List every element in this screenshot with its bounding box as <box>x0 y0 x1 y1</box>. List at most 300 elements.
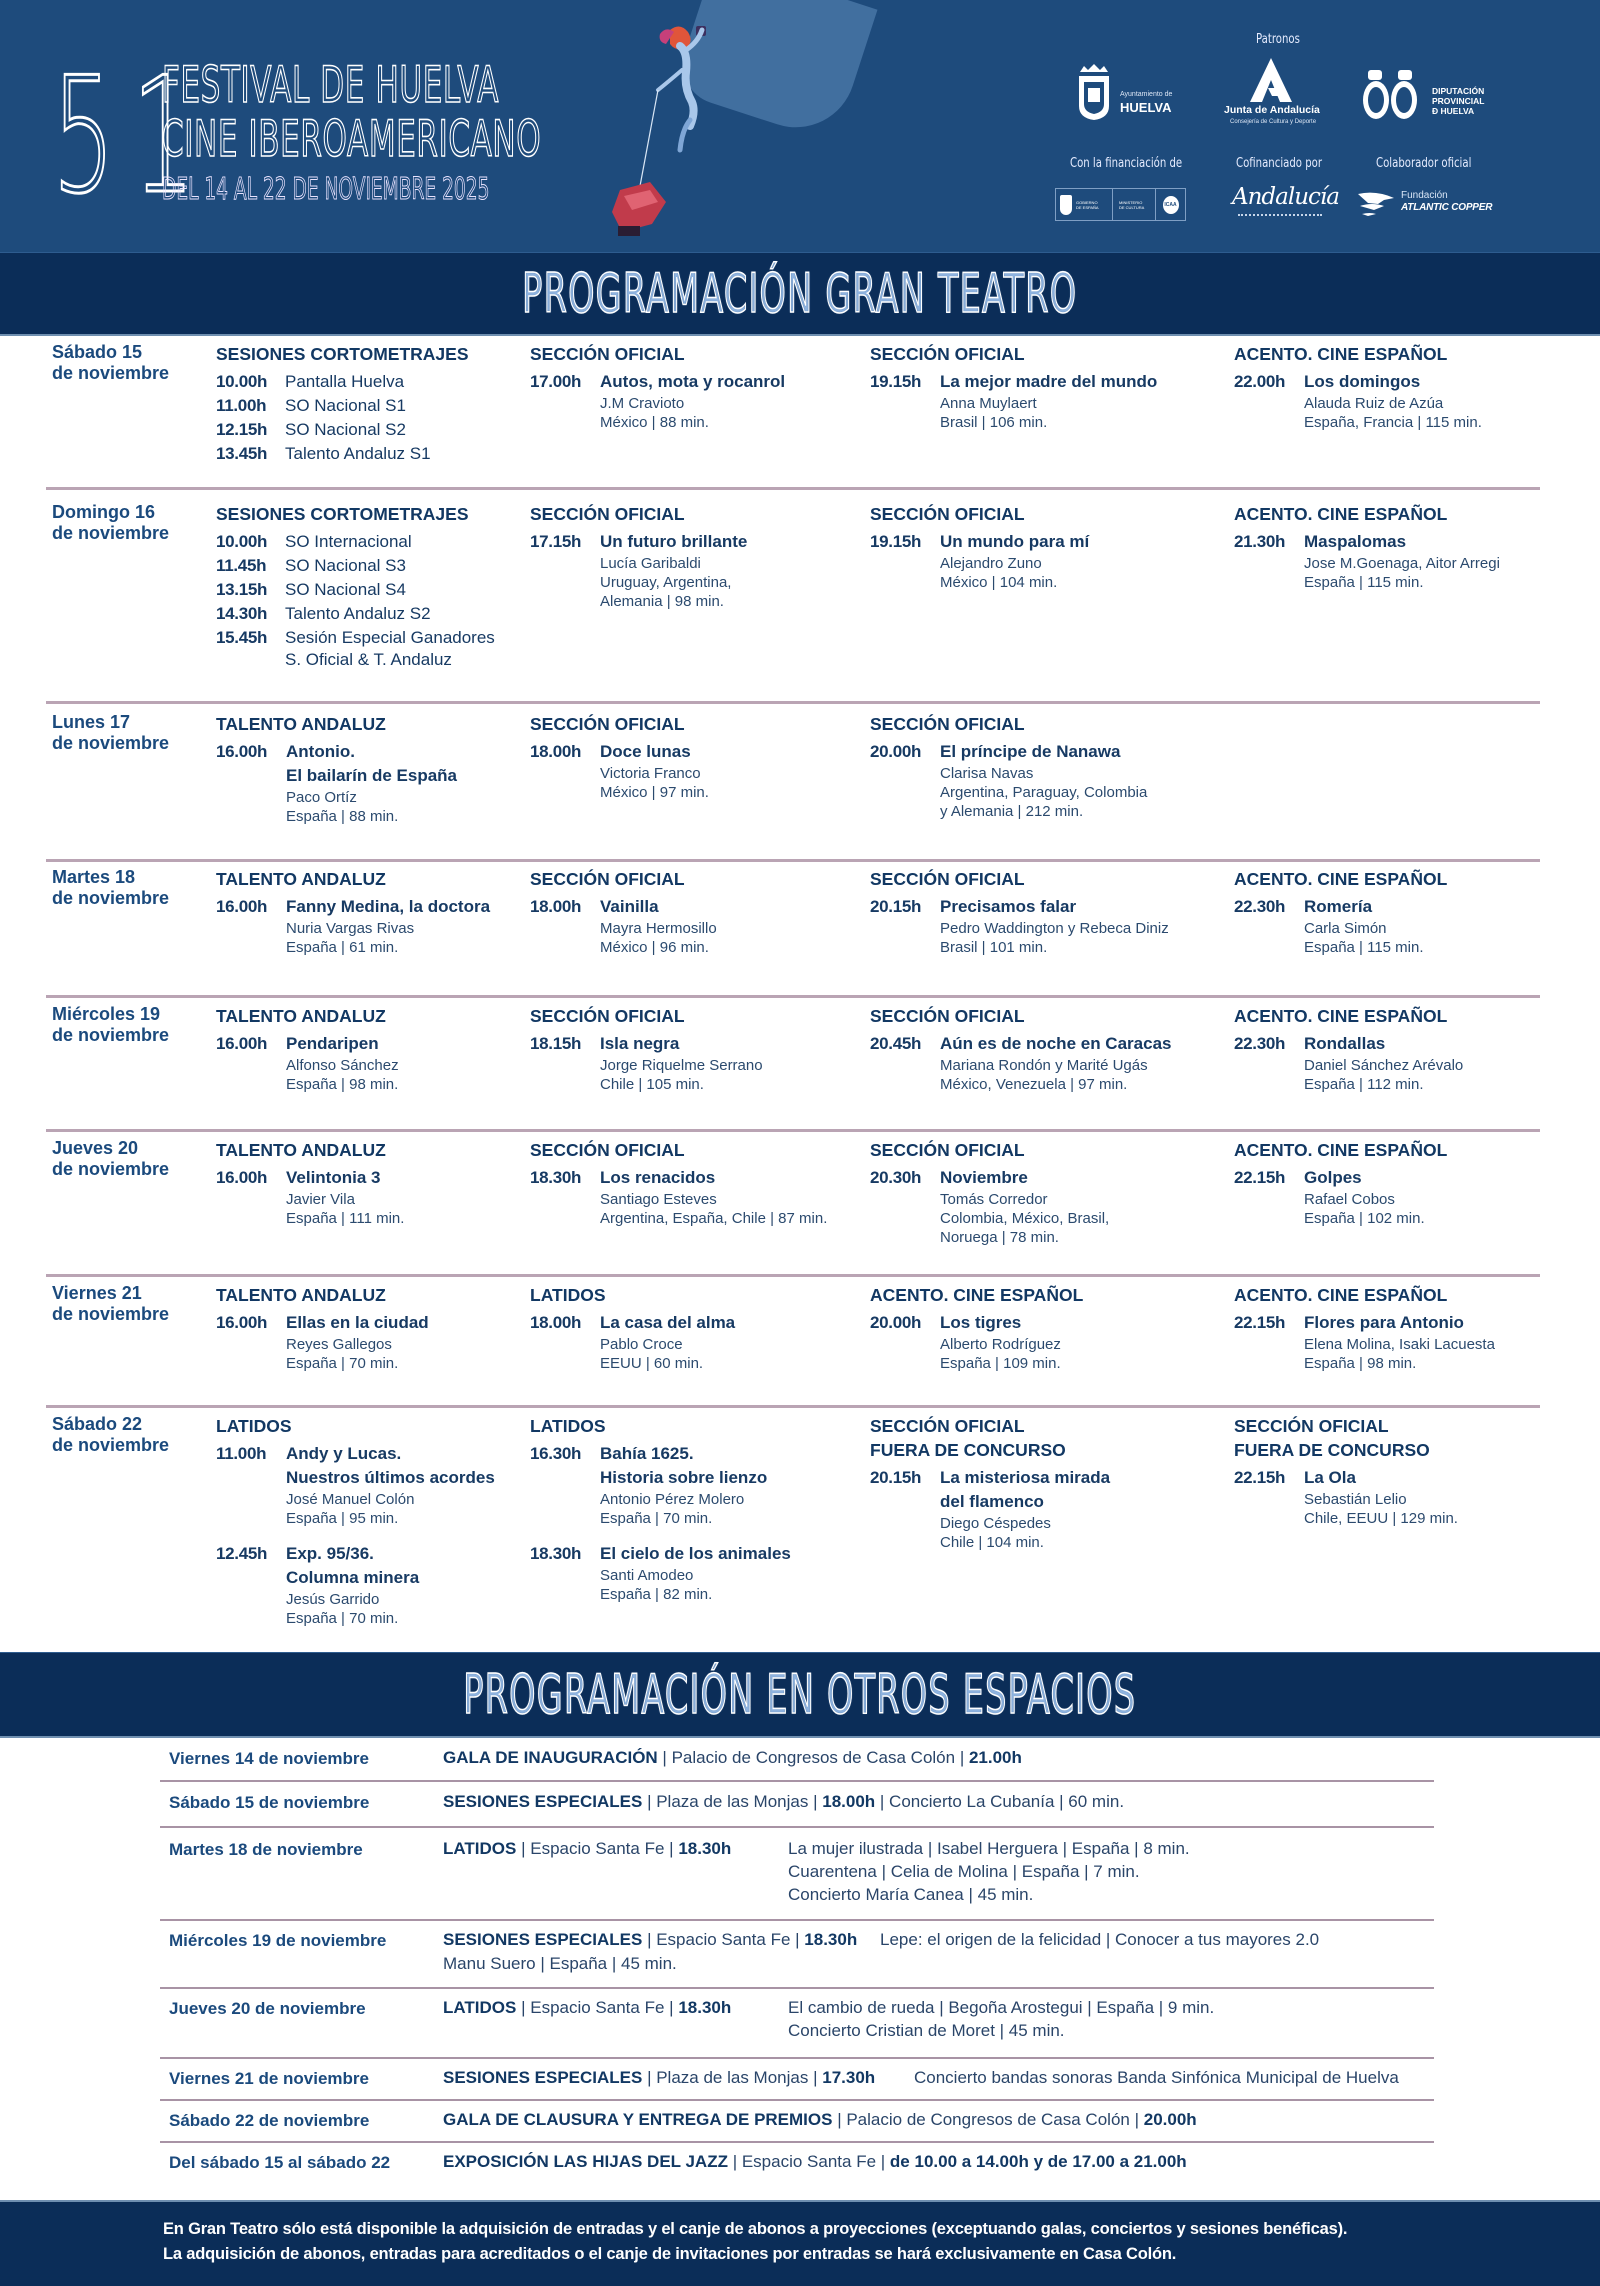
screening-time: 13.15h <box>216 580 268 599</box>
diputacion-crest-icon <box>1362 70 1422 122</box>
section-heading: ACENTO. CINE ESPAÑOL <box>870 1285 1084 1305</box>
event-date: Viernes 21 de noviembre <box>169 2069 370 2088</box>
screening[interactable] <box>1234 1166 1447 1228</box>
film-title: Andy y Lucas. <box>286 1444 402 1463</box>
film-title: SO Nacional S1 <box>285 396 406 415</box>
screening[interactable] <box>1234 895 1447 957</box>
film-info: España | 98 min. <box>1304 1355 1417 1372</box>
sponsors-area: Patronos Ayuntamiento de HUELVA Junta de Andalucía Consejería de Cultura y Deporte DIPUTACIÓN PROVINCIAL Ð HUELVA Con la financiación de Cofinanciado por Colaborador oficial GOBIERNO DE ESPAÑA MINISTERIO DE CULTURA ICAA Andalucía Fundación ATLANTIC COPPER <box>1040 0 1600 252</box>
section-block <box>530 867 717 957</box>
event-venue: Espacio Santa Fe <box>656 1930 791 1949</box>
film-director: Jorge Riquelme Serrano <box>600 1057 763 1074</box>
section-block <box>1234 1414 1458 1528</box>
film-director: Alberto Rodríguez <box>940 1336 1061 1353</box>
film-title: Exp. 95/36. <box>286 1544 374 1563</box>
event-time: de 10.00 a 14.00h y de 17.00 a 21.00h <box>889 2152 1187 2171</box>
edition-digit-5: 5 <box>52 42 112 229</box>
film-title: Maspalomas <box>1304 532 1407 551</box>
film-info: España | 70 min. <box>286 1355 399 1372</box>
section-heading: SECCIÓN OFICIAL <box>530 1006 685 1026</box>
screening-time: 17.00h <box>530 372 582 391</box>
day-row <box>46 867 1540 998</box>
cofinanciado-label: Cofinanciado por <box>1236 156 1323 171</box>
section-block <box>530 1138 827 1228</box>
day-label: Jueves 20 de noviembre <box>52 1138 170 1179</box>
row-divider <box>46 487 1540 490</box>
screening[interactable] <box>1234 1311 1495 1373</box>
event-venue: Plaza de las Monjas <box>656 2068 809 2087</box>
event-date: Martes 18 de noviembre <box>169 1840 363 1859</box>
screening-time: 12.15h <box>216 420 268 439</box>
event-row[interactable] <box>160 1990 1434 2059</box>
screening-time: 14.30h <box>216 604 268 623</box>
film-director: Clarisa Navas <box>940 765 1034 782</box>
screening[interactable] <box>216 1166 404 1228</box>
section-heading: SECCIÓN OFICIAL <box>870 1006 1025 1026</box>
financiacion-label: Con la financiación de <box>1070 156 1183 171</box>
festival-dates: DEL 14 AL 22 DE NOVIEMBRE 2025 <box>162 172 490 207</box>
section-block <box>530 1004 763 1094</box>
event-time: 18.30h <box>678 1998 732 2017</box>
day-row <box>46 1004 1540 1132</box>
screening-time: 22.30h <box>1234 897 1286 916</box>
event-name: EXPOSICIÓN LAS HIJAS DEL JAZZ <box>443 2152 728 2171</box>
section-block <box>530 712 709 802</box>
gran-teatro-title: PROGRAMACIÓN GRAN TEATRO <box>522 262 1078 325</box>
section-heading: SESIONES CORTOMETRAJES <box>216 504 469 524</box>
event-time: 21.00h <box>968 1748 1022 1767</box>
screening[interactable] <box>530 895 717 957</box>
section-block <box>530 1283 735 1373</box>
film-info: México | 96 min. <box>600 939 709 956</box>
screening[interactable] <box>216 418 469 442</box>
event-name: LATIDOS <box>443 1998 517 2017</box>
event-summary: GALA DE CLAUSURA Y ENTREGA DE PREMIOS | Palacio de Congresos de Casa Colón | 20.00h <box>443 2110 1197 2129</box>
screening[interactable] <box>216 442 469 466</box>
day-label: Domingo 16 de noviembre <box>52 502 170 543</box>
screening[interactable] <box>530 740 709 802</box>
film-info: Argentina, Paraguay, Colombia <box>940 784 1148 801</box>
section-block <box>216 1283 429 1373</box>
section-block <box>1234 1004 1463 1094</box>
event-venue: Espacio Santa Fe <box>530 1839 665 1858</box>
film-director: José Manuel Colón <box>286 1491 415 1508</box>
event-name: GALA DE INAUGURACIÓN <box>443 1748 658 1767</box>
film-director: Santiago Esteves <box>600 1191 717 1208</box>
event-name: SESIONES ESPECIALES <box>443 2068 643 2087</box>
event-venue: Palacio de Congresos de Casa Colón <box>846 2110 1130 2129</box>
screening[interactable] <box>216 1442 495 1528</box>
section-block <box>1234 502 1500 592</box>
notice-line-1: En Gran Teatro sólo está disponible la adquisición de entradas y el canje de abonos a proyecciones (exceptuando galas, conciertos y sesiones benéficas). <box>163 2220 1348 2238</box>
film-info: Colombia, México, Brasil, <box>940 1210 1110 1227</box>
film-title: Sesión Especial Ganadores <box>285 628 495 647</box>
screening[interactable] <box>216 740 457 826</box>
film-title-cont: Nuestros últimos acordes <box>286 1468 495 1487</box>
section-heading: ACENTO. CINE ESPAÑOL <box>1234 1140 1448 1160</box>
section-heading: SECCIÓN OFICIAL <box>530 504 685 524</box>
screening[interactable] <box>216 1032 399 1094</box>
film-director: Reyes Gallegos <box>286 1336 392 1353</box>
event-name: SESIONES ESPECIALES <box>443 1930 643 1949</box>
film-title: Ellas en la ciudad <box>286 1313 429 1332</box>
film-title: Golpes <box>1304 1168 1362 1187</box>
event-detail: El cambio de rueda | Begoña Arostegui | España | 9 min. <box>788 1998 1215 2017</box>
row-divider <box>46 701 1540 704</box>
event-venue: Espacio Santa Fe <box>530 1998 665 2017</box>
event-extra: Concierto La Cubanía | 60 min. <box>889 1792 1125 1811</box>
screening-time: 19.15h <box>870 372 922 391</box>
film-director: Diego Céspedes <box>940 1515 1051 1532</box>
film-info: España | 102 min. <box>1304 1210 1425 1227</box>
section-block <box>216 1414 495 1628</box>
day-label: Miércoles 19 de noviembre <box>52 1004 170 1045</box>
film-info: España, Francia | 115 min. <box>1304 414 1482 431</box>
event-summary: EXPOSICIÓN LAS HIJAS DEL JAZZ | Espacio Santa Fe | de 10.00 a 14.00h y de 17.00 a 21.00h <box>443 2152 1187 2171</box>
screening-time: 12.45h <box>216 1544 268 1563</box>
ticketing-notice <box>0 2200 1600 2286</box>
section-block <box>870 712 1147 821</box>
film-director: Mariana Rondón y Marité Ugás <box>940 1057 1148 1074</box>
film-title-cont: Columna minera <box>286 1568 420 1587</box>
section-heading: SECCIÓN OFICIAL <box>530 1140 685 1160</box>
otros-espacios-section-bar <box>0 1652 1600 1738</box>
event-detail: La mujer ilustrada | Isabel Herguera | España | 8 min. <box>788 1839 1190 1858</box>
atlantic-copper-icon <box>1358 192 1394 216</box>
screening-time: 16.00h <box>216 897 268 916</box>
event-row[interactable] <box>160 2144 1434 2174</box>
film-info: México | 88 min. <box>600 414 709 431</box>
event-name: GALA DE CLAUSURA Y ENTREGA DE PREMIOS <box>443 2110 833 2129</box>
screening-time: 22.15h <box>1234 1468 1286 1487</box>
screening[interactable] <box>216 895 490 957</box>
screening[interactable] <box>216 578 495 602</box>
screening-time: 15.45h <box>216 628 268 647</box>
film-title: SO Nacional S3 <box>285 556 406 575</box>
film-info: Brasil | 106 min. <box>940 414 1048 431</box>
day-label: Sábado 22 de noviembre <box>52 1414 170 1455</box>
film-title: Talento Andaluz S2 <box>285 604 431 623</box>
screening-time: 10.00h <box>216 372 268 391</box>
festival-header <box>0 0 1600 252</box>
section-heading: LATIDOS <box>530 1416 606 1436</box>
screening[interactable] <box>530 370 785 432</box>
section-subheading: FUERA DE CONCURSO <box>870 1440 1066 1460</box>
festival-title: FESTIVAL DE HUELVA <box>162 56 500 114</box>
screening-time: 13.45h <box>216 444 268 463</box>
screening[interactable] <box>870 530 1089 592</box>
film-info: México, Venezuela | 97 min. <box>940 1076 1128 1093</box>
event-detail: Concierto María Canea | 45 min. <box>788 1885 1034 1904</box>
screening-time: 11.45h <box>216 556 267 575</box>
section-block <box>216 1004 399 1094</box>
screening-time: 18.00h <box>530 897 582 916</box>
day-label: Lunes 17 de noviembre <box>52 712 170 753</box>
screening[interactable] <box>870 1166 1109 1247</box>
screening-time: 18.15h <box>530 1034 582 1053</box>
film-title: SO Internacional <box>285 532 412 551</box>
section-heading: SECCIÓN OFICIAL <box>530 344 685 364</box>
film-director: Alejandro Zuno <box>940 555 1042 572</box>
film-director: Jose M.Goenaga, Aitor Arregi <box>1304 555 1500 572</box>
section-heading: ACENTO. CINE ESPAÑOL <box>1234 1285 1448 1305</box>
screening[interactable] <box>870 740 1147 821</box>
film-title: El príncipe de Nanawa <box>940 742 1121 761</box>
screening[interactable] <box>1234 530 1500 592</box>
event-venue: Plaza de las Monjas <box>656 1792 809 1811</box>
screening[interactable] <box>216 530 495 554</box>
film-info-cont: Alemania | 98 min. <box>600 593 724 610</box>
film-director: J.M Cravioto <box>600 395 685 412</box>
screening[interactable] <box>1234 1466 1458 1528</box>
screening[interactable] <box>216 1311 429 1373</box>
film-info: México | 104 min. <box>940 574 1058 591</box>
section-block <box>870 1283 1083 1373</box>
row-divider <box>46 1129 1540 1132</box>
screening[interactable] <box>216 554 495 578</box>
row-divider <box>160 2099 1434 2101</box>
screening[interactable] <box>870 1311 1083 1373</box>
gran-teatro-section-bar <box>0 252 1600 336</box>
film-info: España | 115 min. <box>1304 939 1424 956</box>
film-director: Tomás Corredor <box>940 1191 1048 1208</box>
section-heading: TALENTO ANDALUZ <box>216 1285 386 1305</box>
day-label: Martes 18 de noviembre <box>52 867 170 908</box>
event-date: Del sábado 15 al sábado 22 <box>169 2153 391 2172</box>
section-heading: SECCIÓN OFICIAL <box>870 344 1025 364</box>
screening[interactable] <box>216 602 495 626</box>
event-row[interactable] <box>160 2060 1434 2101</box>
screening[interactable] <box>530 1166 827 1228</box>
screening-time: 20.15h <box>870 897 922 916</box>
screening[interactable] <box>216 394 469 418</box>
section-block <box>1234 1283 1495 1373</box>
film-title: Doce lunas <box>600 742 691 761</box>
film-title: La misteriosa mirada <box>940 1468 1111 1487</box>
screening-time: 11.00h <box>216 396 267 415</box>
event-summary: SESIONES ESPECIALES | Plaza de las Monjas | 17.30h <box>443 2068 876 2087</box>
film-title: Un mundo para mí <box>940 532 1090 551</box>
film-director: Mayra Hermosillo <box>600 920 717 937</box>
day-label: Sábado 15 de noviembre <box>52 342 170 383</box>
film-title: Rondallas <box>1304 1034 1386 1053</box>
film-title: Flores para Antonio <box>1304 1313 1464 1332</box>
row-divider <box>160 1826 1434 1828</box>
screening-time: 22.00h <box>1234 372 1286 391</box>
film-title-cont: S. Oficial & T. Andaluz <box>285 650 452 669</box>
event-date: Sábado 15 de noviembre <box>169 1793 370 1812</box>
screening[interactable] <box>216 370 469 394</box>
section-heading: TALENTO ANDALUZ <box>216 714 386 734</box>
screening-time: 18.00h <box>530 742 582 761</box>
film-director: Pedro Waddington y Rebeca Diniz <box>940 920 1169 937</box>
film-title: Fanny Medina, la doctora <box>286 897 491 916</box>
film-info: España | 115 min. <box>1304 574 1424 591</box>
section-heading: SECCIÓN OFICIAL <box>870 714 1025 734</box>
event-date: Jueves 20 de noviembre <box>169 1999 366 2018</box>
section-block <box>870 502 1089 592</box>
film-director: Antonio Pérez Molero <box>600 1491 745 1508</box>
film-director: Victoria Franco <box>600 765 701 782</box>
film-director: Anna Muylaert <box>940 395 1037 412</box>
section-block <box>530 502 747 611</box>
screening-time: 10.00h <box>216 532 268 551</box>
event-detail: Cuarentena | Celia de Molina | España | 7 min. <box>788 1862 1140 1881</box>
film-info: España | 70 min. <box>600 1510 713 1527</box>
screening[interactable] <box>530 1542 791 1604</box>
section-heading: ACENTO. CINE ESPAÑOL <box>1234 344 1448 364</box>
screening-time: 16.00h <box>216 1313 268 1332</box>
screening[interactable] <box>870 1466 1110 1552</box>
film-director: Jesús Garrido <box>286 1591 380 1608</box>
screening-time: 18.00h <box>530 1313 582 1332</box>
film-director: Paco Ortíz <box>286 789 357 806</box>
screening-time: 16.00h <box>216 1034 268 1053</box>
film-title: Bahía 1625. <box>600 1444 694 1463</box>
film-director: Lucía Garibaldi <box>600 555 701 572</box>
section-block <box>870 1004 1171 1094</box>
section-heading: SECCIÓN OFICIAL <box>1234 1416 1389 1436</box>
film-title-cont: El bailarín de España <box>286 766 458 785</box>
screening[interactable] <box>870 370 1157 432</box>
film-title: Los renacidos <box>600 1168 716 1187</box>
film-director: Javier Vila <box>286 1191 355 1208</box>
gobierno-ministerio-logo: GOBIERNO DE ESPAÑA MINISTERIO DE CULTURA ICAA <box>1055 188 1186 221</box>
screening-time: 20.45h <box>870 1034 922 1053</box>
screening[interactable] <box>530 1442 791 1528</box>
film-director: Alfonso Sánchez <box>286 1057 399 1074</box>
day-row <box>46 342 1540 490</box>
screening-time: 16.00h <box>216 1168 268 1187</box>
screening-time: 20.15h <box>870 1468 922 1487</box>
flying-figure-illustration <box>600 20 740 250</box>
film-title: Precisamos falar <box>940 897 1077 916</box>
section-block <box>530 1414 791 1604</box>
day-row <box>46 1138 1540 1277</box>
film-info: Chile | 104 min. <box>940 1534 1044 1551</box>
screening-time: 22.15h <box>1234 1168 1286 1187</box>
event-row[interactable] <box>160 1831 1434 1921</box>
film-title: Aún es de noche en Caracas <box>940 1034 1172 1053</box>
screening[interactable] <box>1234 1032 1463 1094</box>
film-director: Alauda Ruiz de Azúa <box>1304 395 1444 412</box>
screening-time: 19.15h <box>870 532 922 551</box>
section-heading: SESIONES CORTOMETRAJES <box>216 344 469 364</box>
section-block <box>530 342 785 432</box>
screening[interactable] <box>530 1032 763 1094</box>
coat-of-arms-icon <box>1076 64 1112 122</box>
event-row[interactable] <box>160 2102 1434 2143</box>
section-block <box>1234 1138 1447 1228</box>
event-date: Sábado 22 de noviembre <box>169 2111 370 2130</box>
film-title: La Ola <box>1304 1468 1356 1487</box>
row-divider <box>46 1274 1540 1277</box>
section-heading: SECCIÓN OFICIAL <box>870 1416 1025 1436</box>
screening[interactable] <box>530 530 747 611</box>
film-title: El cielo de los animales <box>600 1544 791 1563</box>
film-info: Brasil | 101 min. <box>940 939 1048 956</box>
day-row <box>46 1414 1540 1627</box>
film-info: España | 61 min. <box>286 939 399 956</box>
section-block <box>870 1138 1109 1247</box>
event-time: 20.00h <box>1143 2110 1197 2129</box>
screening[interactable] <box>1234 370 1482 432</box>
screening-time: 21.30h <box>1234 532 1286 551</box>
event-summary: SESIONES ESPECIALES | Plaza de las Monjas | 18.00h | Concierto La Cubanía | 60 min. <box>443 1792 1125 1811</box>
section-block <box>216 342 469 466</box>
screening[interactable] <box>530 1311 735 1373</box>
event-detail: Lepe: el origen de la felicidad | Conocer a tus mayores 2.0 <box>880 1930 1320 1949</box>
film-director: Carla Simón <box>1304 920 1387 937</box>
otros-espacios-title: PROGRAMACIÓN EN OTROS ESPACIOS <box>463 1663 1137 1726</box>
screening[interactable] <box>870 1032 1171 1094</box>
section-subheading: FUERA DE CONCURSO <box>1234 1440 1430 1460</box>
event-time: 18.00h <box>822 1792 876 1811</box>
film-info: España | 82 min. <box>600 1586 713 1603</box>
screening-time: 22.15h <box>1234 1313 1286 1332</box>
screening-time: 22.30h <box>1234 1034 1286 1053</box>
section-block <box>216 1138 404 1228</box>
film-info: España | 109 min. <box>940 1355 1061 1372</box>
spain-shield-icon <box>1060 195 1072 215</box>
event-row[interactable] <box>160 1922 1434 1989</box>
event-time: 18.30h <box>678 1839 732 1858</box>
event-row[interactable] <box>160 1740 1434 1782</box>
film-title: Romería <box>1304 897 1373 916</box>
event-date: Viernes 14 de noviembre <box>169 1749 370 1768</box>
film-title: Autos, mota y rocanrol <box>600 372 786 391</box>
screening-time: 16.30h <box>530 1444 582 1463</box>
film-director: Daniel Sánchez Arévalo <box>1304 1057 1464 1074</box>
film-info: España | 95 min. <box>286 1510 399 1527</box>
film-title: Noviembre <box>940 1168 1028 1187</box>
section-heading: TALENTO ANDALUZ <box>216 1140 386 1160</box>
film-director: Pablo Croce <box>600 1336 683 1353</box>
event-date: Miércoles 19 de noviembre <box>169 1931 387 1950</box>
film-info: Uruguay, Argentina, <box>600 574 732 591</box>
film-director: Rafael Cobos <box>1304 1191 1395 1208</box>
section-heading: SECCIÓN OFICIAL <box>530 714 685 734</box>
screening-time: 18.30h <box>530 1544 582 1563</box>
film-director: Nuria Vargas Rivas <box>286 920 415 937</box>
screening-time: 18.30h <box>530 1168 582 1187</box>
film-title: SO Nacional S4 <box>285 580 406 599</box>
row-divider <box>160 2141 1434 2143</box>
screening[interactable] <box>216 1542 495 1628</box>
section-heading: ACENTO. CINE ESPAÑOL <box>1234 869 1448 889</box>
film-title: Pantalla Huelva <box>285 372 405 391</box>
film-director: Elena Molina, Isaki Lacuesta <box>1304 1336 1495 1353</box>
film-title: SO Nacional S2 <box>285 420 406 439</box>
film-info: España | 98 min. <box>286 1076 399 1093</box>
section-heading: LATIDOS <box>530 1285 606 1305</box>
film-title: Velintonia 3 <box>286 1168 381 1187</box>
screening[interactable] <box>216 626 495 669</box>
event-venue: Espacio Santa Fe <box>741 2152 877 2171</box>
row-divider <box>46 995 1540 998</box>
event-summary: SESIONES ESPECIALES | Espacio Santa Fe | 18.30h <box>443 1930 858 1949</box>
section-heading: ACENTO. CINE ESPAÑOL <box>1234 504 1448 524</box>
day-row <box>46 712 1540 862</box>
section-block <box>216 502 495 669</box>
event-row[interactable] <box>160 1784 1434 1828</box>
event-name: SESIONES ESPECIALES <box>443 1792 643 1811</box>
film-title: Pendaripen <box>286 1034 379 1053</box>
screening[interactable] <box>870 895 1169 957</box>
day-row <box>46 502 1540 704</box>
colaborador-label: Colaborador oficial <box>1376 156 1472 171</box>
film-info: Chile, EEUU | 129 min. <box>1304 1510 1458 1527</box>
